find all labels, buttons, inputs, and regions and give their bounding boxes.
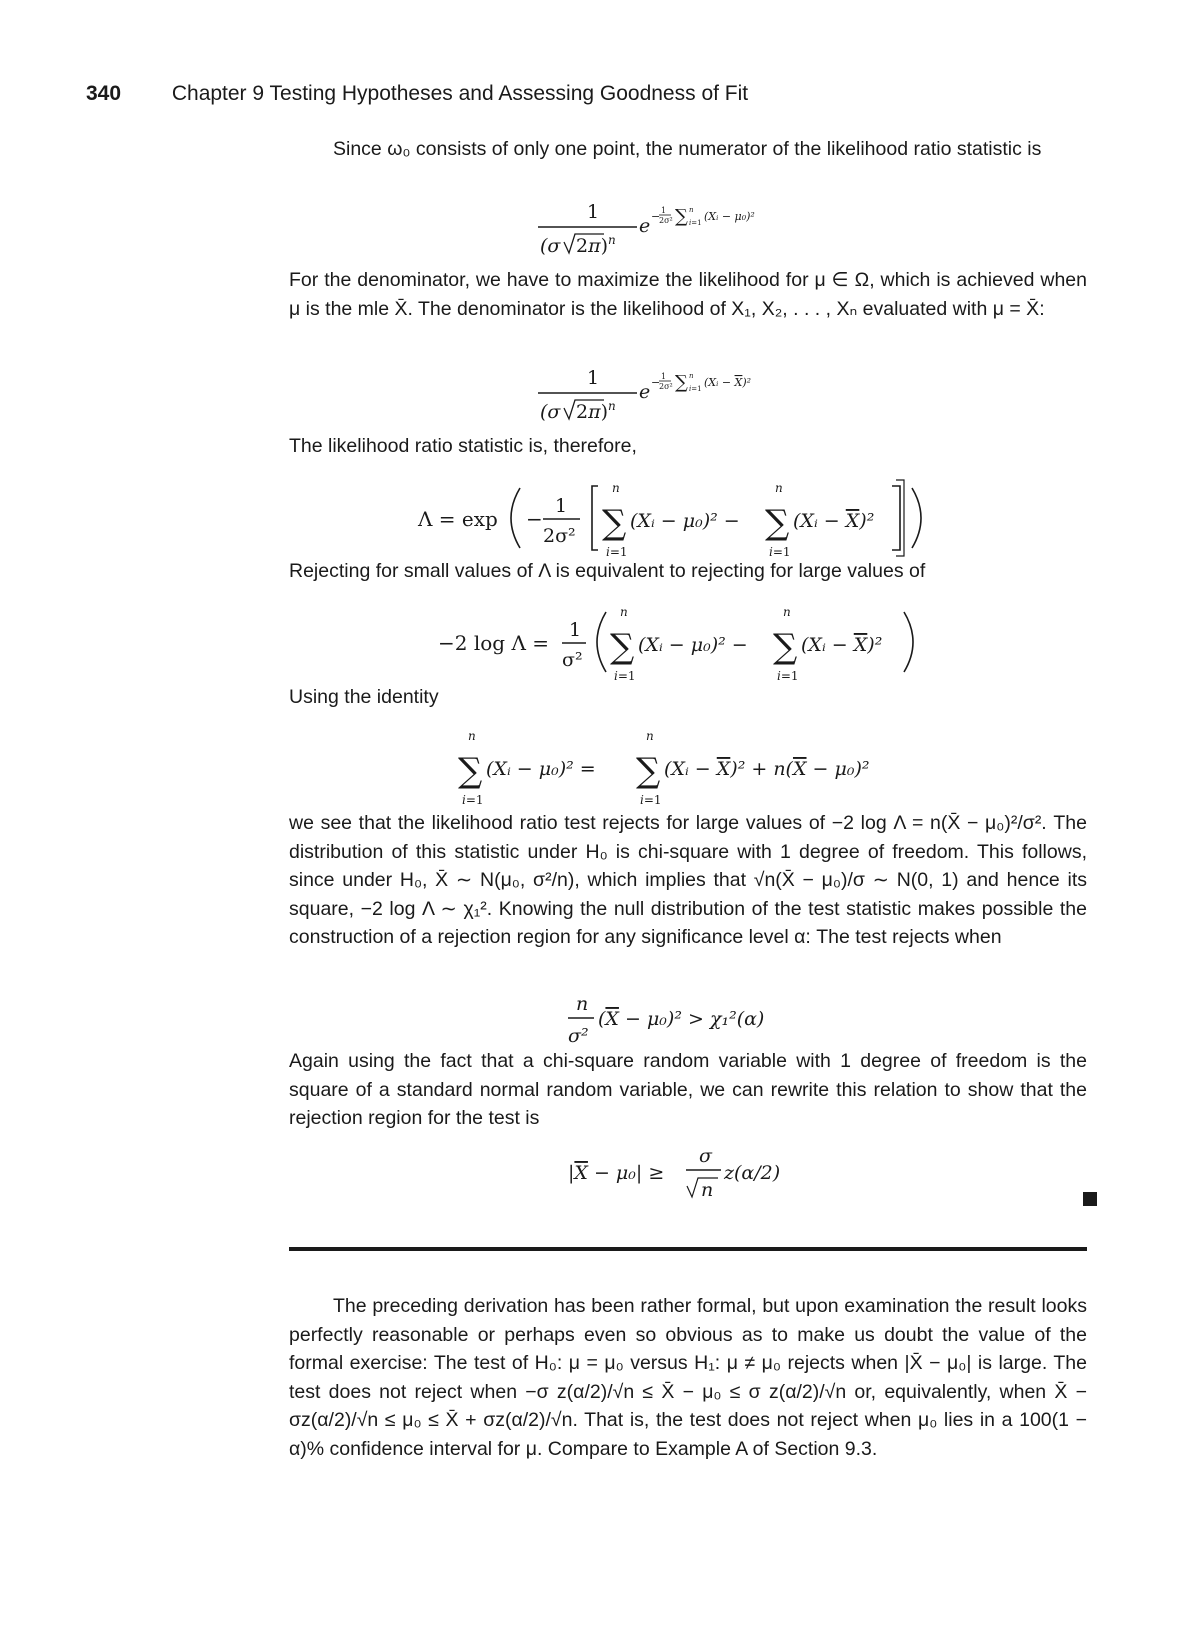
svg-text:−: − [651,376,661,389]
svg-text:∑: ∑ [675,206,688,227]
svg-text:2σ²: 2σ² [659,216,673,225]
svg-text:e: e [639,381,651,403]
svg-text:1: 1 [587,201,600,223]
equation-rejection-region [289,1142,1087,1204]
svg-text:1: 1 [569,619,582,641]
svg-text:i=1: i=1 [769,545,791,559]
svg-text:n: n [576,993,589,1015]
svg-text:i=1: i=1 [777,669,799,683]
section-divider [289,1247,1087,1251]
svg-text:z(α/2): z(α/2) [724,1162,781,1184]
svg-text:n: n [689,206,694,214]
svg-text:i=1: i=1 [606,545,628,559]
svg-text:∑: ∑ [773,627,798,667]
svg-text:1: 1 [661,372,667,381]
paragraph-1: Since ω₀ consists of only one point, the numerator of the likelihood ratio statistic is [333,138,1042,160]
paragraph-3: The likelihood ratio statistic is, therefore, [289,435,637,457]
svg-text:σ²: σ² [568,1025,589,1047]
svg-text:(Xᵢ − μ₀)² −: (Xᵢ − μ₀)² − [630,510,740,532]
svg-text:∑: ∑ [675,372,688,393]
svg-text:−: − [526,507,543,531]
svg-text:(Xᵢ − μ₀)² −: (Xᵢ − μ₀)² − [638,634,748,656]
paragraph-2: For the denominator, we have to maximize the likelihood for μ ∈ Ω, which is achieved when μ is the mle X̄. The denominator is the likelihood of X₁, X₂, . . . , Xₙ evaluated with μ = X̄: [289,269,1087,320]
svg-text:i=1: i=1 [689,385,702,393]
equation-rejection-chi-square [289,990,1087,1050]
svg-text:(Xᵢ − X)²: (Xᵢ − X)² [704,376,752,389]
svg-text:(Xᵢ − μ₀)²: (Xᵢ − μ₀)² [704,210,755,223]
svg-text:2π)n: 2π)$^n$ [576,399,616,423]
paragraph-8: The preceding derivation has been rather formal, but upon examination the result looks perfectly reasonable or perhaps even so obvious as to make us doubt the value of the formal exercise: The test of H₀: μ = μ₀ versus H₁: μ ≠ μ₀ rejects when |X̄ − μ₀| is large. The test does not reject when −σ z(α/2)/√n ≤ X̄ − μ₀ ≤ σ z(α/2)/√n or, equivalently, when X̄ − σz(α/2)/√n ≤ μ₀ ≤ X̄ + σz(α/2)/√n. That is, the test does not reject when μ₀ lies in a 100(1 − α)% confidence interval for μ. Compare to Example A of Section 9.3. [289,1295,1087,1460]
svg-text:n: n [646,729,654,743]
svg-text:n: n [689,372,694,380]
svg-text:(Xᵢ − X)²: (Xᵢ − X)² [801,634,883,656]
svg-text:n: n [701,1179,714,1201]
equation-lambda [289,476,1087,560]
equation-numerator [289,198,1087,260]
svg-text:2σ²: 2σ² [659,382,673,391]
paragraph-4: Rejecting for small values of Λ is equivalent to rejecting for large values of [289,560,926,582]
svg-text:∑: ∑ [610,627,635,667]
svg-text:(X − μ₀)² > χ₁²(α): (X − μ₀)² > χ₁²(α) [598,1008,765,1030]
running-header [86,82,748,106]
svg-text:i=1: i=1 [689,219,702,227]
svg-text:(Xᵢ − μ₀)² =: (Xᵢ − μ₀)² = [486,758,596,780]
svg-text:i=1: i=1 [614,669,636,683]
page-number: 340 [86,82,122,105]
paragraph-6: we see that the likelihood ratio test rejects for large values of −2 log Λ = n(X̄ − μ₀)²/σ². The distribution of this statistic under H₀ is chi-square with 1 degree of freedom. This follows, since under H₀, X̄ ∼ N(μ₀, σ²/n), which implies that √n(X̄ − μ₀)/σ ∼ N(0, 1) and hence its square, −2 log Λ ∼ χ₁². Knowing the null distribution of the test statistic makes possible the construction of a rejection region for any significance level α: The test rejects when [289,812,1087,948]
paragraph-5: Using the identity [289,686,439,708]
svg-text:1: 1 [587,367,600,389]
svg-text:(Xᵢ − X)²: (Xᵢ − X)² [793,510,875,532]
svg-text:∑: ∑ [765,503,790,543]
svg-text:n: n [468,729,476,743]
svg-text:σ: σ [699,1145,712,1167]
svg-text:∑: ∑ [602,503,627,543]
equation-minus-two-log-lambda [289,600,1087,684]
svg-text:−: − [651,210,661,223]
svg-text:(σ: (σ [540,235,561,257]
svg-text:i=1: i=1 [462,793,484,807]
svg-text:(σ: (σ [540,401,561,423]
svg-text:2σ²: 2σ² [543,525,576,547]
svg-text:|X − μ₀| ≥: |X − μ₀| ≥ [568,1162,665,1184]
running-title: Chapter 9 Testing Hypotheses and Assessing Goodness of Fit [171,82,749,105]
svg-text:∑: ∑ [458,751,483,791]
svg-text:n: n [620,605,628,619]
svg-text:n: n [775,481,783,495]
equation-denominator [289,364,1087,426]
paragraph-7: Again using the fact that a chi-square random variable with 1 degree of freedom is the square of a standard normal random variable, we can rewrite this relation to show that the rejection region for the test is [289,1050,1087,1129]
svg-text:(Xᵢ − X)² + n(X − μ₀)²: (Xᵢ − X)² + n(X − μ₀)² [664,758,870,780]
end-of-example-mark [1083,1192,1097,1206]
svg-text:∑: ∑ [636,751,661,791]
svg-text:n: n [783,605,791,619]
svg-text:n: n [612,481,620,495]
svg-text:σ²: σ² [562,649,583,671]
svg-text:2π)n: 2π)$^n$ [576,233,616,257]
svg-text:e: e [639,215,651,237]
svg-text:i=1: i=1 [640,793,662,807]
svg-text:1: 1 [661,206,667,215]
svg-text:−2 log Λ =: −2 log Λ = [438,631,549,655]
svg-text:Λ = exp: Λ = exp [418,507,498,531]
equation-identity [289,728,1087,806]
svg-text:1: 1 [555,495,568,517]
